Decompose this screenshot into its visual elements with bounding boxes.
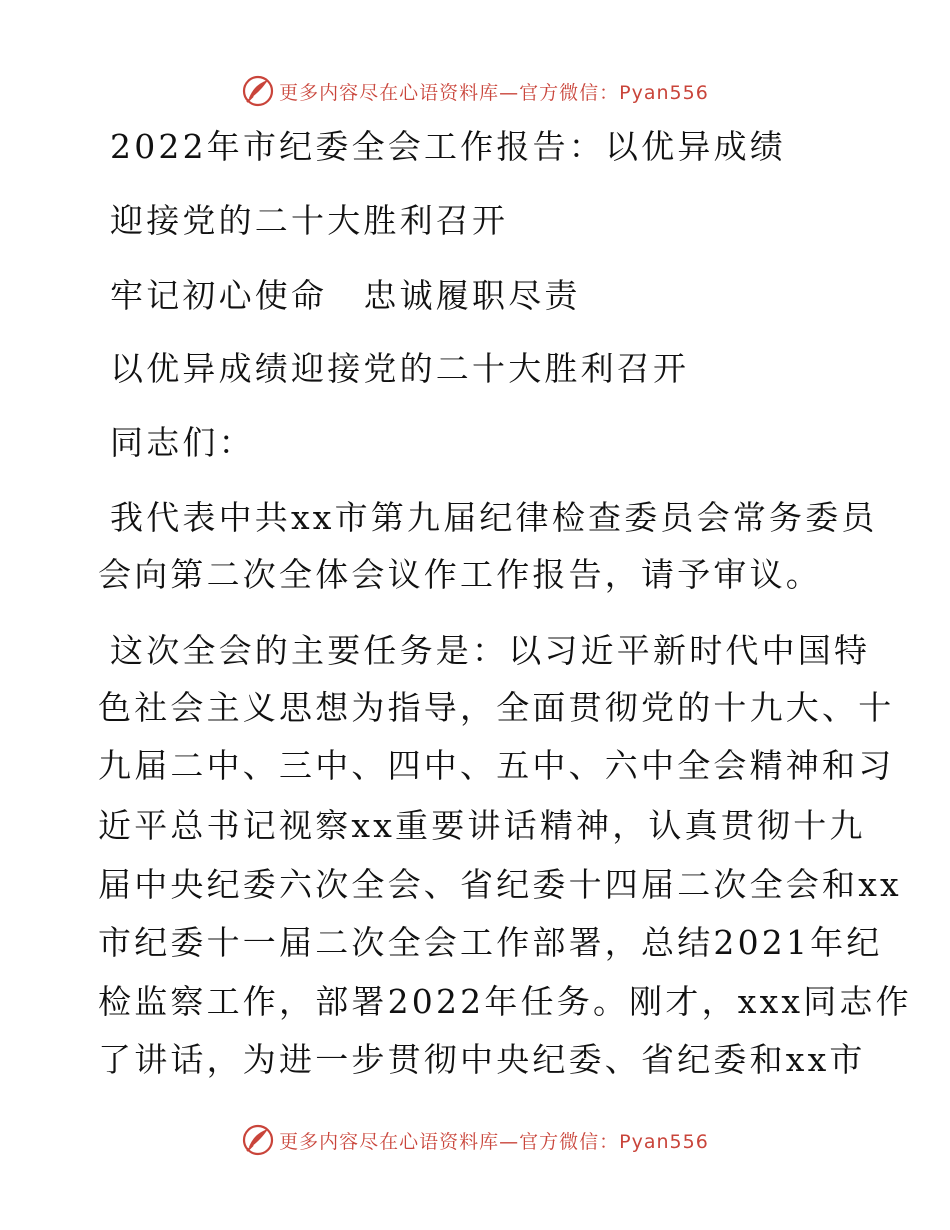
paragraph-2-line: 届中央纪委六次全会、省纪委十四届二次全会和xx [98, 865, 902, 904]
paragraph-1-line: 我代表中共xx市第九届纪律检查委员会常务委员 [110, 498, 878, 537]
paragraph-2-line: 近平总书记视察xx重要讲话精神，认真贯彻十九 [98, 806, 866, 845]
quill-pen-logo-icon [241, 74, 275, 108]
watermark-text: 更多内容尽在心语资料库—官方微信：Pyan556 [279, 81, 709, 104]
paragraph-2-line: 色社会主义思想为指导，全面贯彻党的十九大、十 [98, 688, 895, 727]
subtitle-line-1: 牢记初心使命 忠诚履职尽责 [110, 276, 581, 315]
paragraph-2-line: 这次全会的主要任务是：以习近平新时代中国特 [110, 631, 871, 670]
title-line-1: 2022年市纪委全会工作报告：以优异成绩 [110, 127, 786, 166]
title-line-2: 迎接党的二十大胜利召开 [110, 201, 509, 240]
paragraph-2-line: 检监察工作，部署2022年任务。刚才，xxx同志作 [98, 982, 912, 1021]
footer-watermark [0, 1120, 950, 1160]
quill-pen-logo-icon [241, 1123, 275, 1157]
header-watermark [0, 71, 950, 111]
paragraph-1-line: 会向第二次全体会议作工作报告，请予审议。 [98, 555, 822, 594]
paragraph-2-line: 九届二中、三中、四中、五中、六中全会精神和习 [98, 746, 895, 785]
paragraph-2-line: 市纪委十一届二次全会工作部署，总结2021年纪 [98, 923, 883, 962]
watermark-text: 更多内容尽在心语资料库—官方微信：Pyan556 [279, 1130, 709, 1153]
subtitle-line-2: 以优异成绩迎接党的二十大胜利召开 [110, 349, 690, 388]
salutation: 同志们： [110, 423, 255, 462]
paragraph-2-line: 了讲话，为进一步贯彻中央纪委、省纪委和xx市 [98, 1040, 866, 1079]
